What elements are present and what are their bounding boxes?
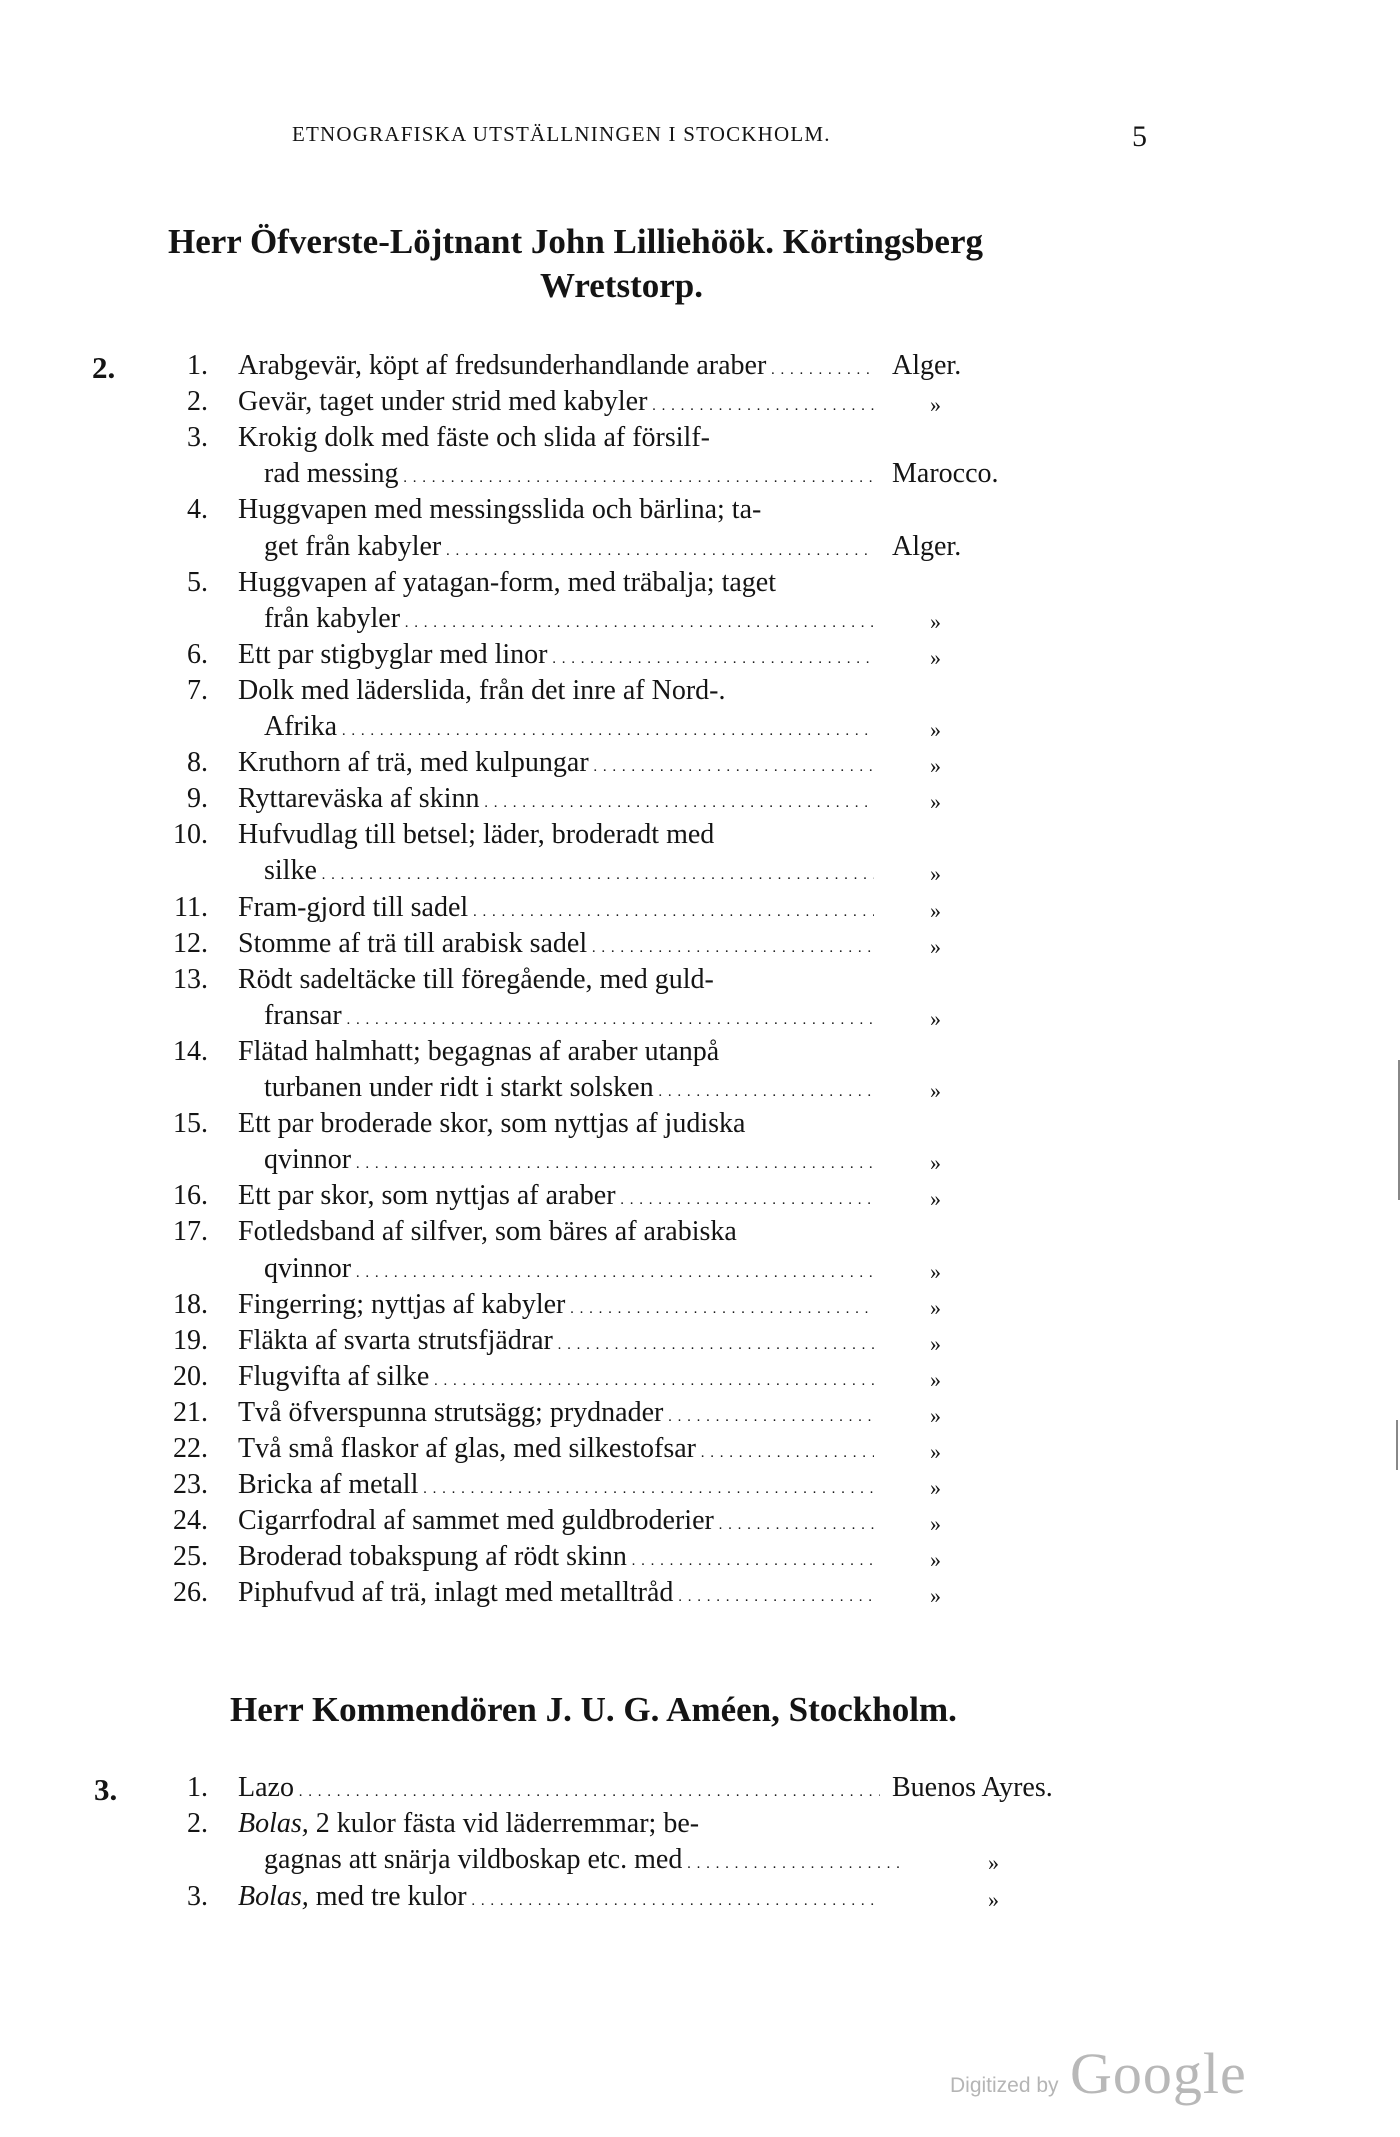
item-text: gagnas att snärja vildboskap etc. med . . . xyxy=(264,1844,906,1876)
item-text: Flugvifta af silke . . . xyxy=(238,1361,874,1393)
item-number: 2. xyxy=(187,1808,208,1840)
item-number: 2. xyxy=(187,386,208,418)
donor-heading: Herr Kommendören J. U. G. Améen, Stockholm. xyxy=(230,1690,957,1729)
item-number: 18. xyxy=(173,1288,208,1320)
item-text: Ett par broderade skor, som nyttjas af judiska xyxy=(238,1108,746,1140)
list-item xyxy=(0,1469,1400,1505)
item-text xyxy=(238,1808,699,1840)
item-number: 21. xyxy=(173,1396,208,1428)
item-number: 26. xyxy=(173,1577,208,1609)
list-item xyxy=(0,928,1400,964)
ditto-mark: » xyxy=(930,717,941,742)
watermark-logo: Google xyxy=(1070,2041,1247,2106)
item-text-italic: Bolas, xyxy=(238,1808,309,1840)
list-item xyxy=(0,603,1400,639)
item-number: 11. xyxy=(174,891,208,923)
list-item xyxy=(0,1000,1400,1036)
item-number: 6. xyxy=(187,638,208,670)
ditto-mark: » xyxy=(930,1258,941,1284)
item-text: rad messing . . . xyxy=(264,458,874,490)
ditto-mark: » xyxy=(930,608,941,634)
ditto-mark: » xyxy=(930,933,941,959)
watermark-small: Digitized by xyxy=(950,2074,1059,2097)
ditto-mark: » xyxy=(930,1475,941,1501)
item-number: 1. xyxy=(187,350,208,381)
item-number: 4. xyxy=(187,494,208,526)
ditto-mark: » xyxy=(930,1583,941,1609)
ditto-mark: » xyxy=(930,1186,941,1212)
item-text: Dolk med läderslida, från det inre af Nord-. xyxy=(238,674,726,706)
list-item xyxy=(0,567,1400,603)
item-text-italic: Bolas, xyxy=(238,1880,309,1912)
item-number: 25. xyxy=(173,1541,208,1573)
list-item xyxy=(0,350,1400,386)
item-text: Arabgevär, köpt af fredsunderhandlande araber . . . xyxy=(238,350,874,382)
donor-heading: Herr Öfverste-Löjtnant John Lilliehöök. Körtingsberg xyxy=(168,222,983,261)
item-place: Alger. xyxy=(892,530,962,562)
list-item xyxy=(0,494,1400,530)
item-number: 8. xyxy=(187,747,208,779)
item-text: Stomme af trä till arabisk sadel . . . xyxy=(238,928,874,960)
ditto-mark: » xyxy=(930,861,941,887)
ditto-mark: » xyxy=(930,1005,941,1031)
ditto-mark: » xyxy=(930,392,941,418)
item-text: fransar . . . xyxy=(264,1000,874,1032)
item-text: silke . . . xyxy=(264,855,874,887)
item-text: Flätad halmhatt; begagnas af araber utanpå xyxy=(238,1035,720,1067)
item-text: Ryttareväska af skinn . . . xyxy=(238,783,874,815)
list-item xyxy=(0,964,1400,1000)
list-item xyxy=(0,422,1400,458)
list-item xyxy=(0,1325,1400,1361)
list-item xyxy=(0,1108,1400,1144)
item-place: Marocco. xyxy=(892,458,999,490)
item-text: Gevär, taget under strid med kabyler . . . xyxy=(238,386,874,418)
item-text: Ett par stigbyglar med linor . . . xyxy=(238,639,874,671)
list-item xyxy=(0,639,1400,675)
ditto-mark: » xyxy=(988,1886,999,1912)
donor-heading-cont: Wretstorp. xyxy=(540,266,703,305)
ditto-mark: » xyxy=(930,753,941,779)
list-item xyxy=(0,386,1400,422)
ditto-mark: » xyxy=(930,1402,941,1428)
item-text: Piphufvud af trä, inlagt med metalltråd . . . xyxy=(238,1577,874,1609)
list-item xyxy=(0,1505,1400,1541)
list-item xyxy=(0,711,1400,747)
item-text: Lazo . . . xyxy=(238,1772,880,1804)
list-item xyxy=(0,1216,1400,1252)
ditto-mark: » xyxy=(930,789,941,815)
item-number: 24. xyxy=(173,1505,208,1537)
watermark xyxy=(950,2040,1250,2110)
list-item xyxy=(0,1772,1400,1808)
item-text: Fotledsband af silfver, som bäres af arabiska xyxy=(238,1216,737,1248)
item-number: 7. xyxy=(187,674,208,706)
ditto-mark: » xyxy=(930,1439,941,1464)
item-place: Alger. xyxy=(892,350,962,381)
item-number: 12. xyxy=(173,927,208,959)
item-text: Två öfverspunna strutsägg; prydnader . . . xyxy=(238,1397,874,1429)
list-item xyxy=(0,675,1400,711)
item-text-rest: 2 kulor fästa vid läderremmar; be- xyxy=(308,1808,700,1840)
ditto-mark: » xyxy=(930,1330,941,1356)
ditto-mark: » xyxy=(930,897,941,923)
item-text: Cigarrfodral af sammet med guldbroderier . . . xyxy=(238,1505,874,1537)
list-item xyxy=(0,1881,1400,1917)
ditto-mark: » xyxy=(930,644,941,670)
ditto-mark: » xyxy=(930,1078,941,1103)
item-place: Buenos Ayres. xyxy=(892,1772,1053,1803)
list-item xyxy=(0,531,1400,567)
list-item xyxy=(0,1144,1400,1180)
page-number: 5 xyxy=(1132,120,1147,153)
list-item xyxy=(0,1253,1400,1289)
item-number: 5. xyxy=(187,566,208,598)
item-text: Rödt sadeltäcke till föregående, med guld- xyxy=(238,963,714,995)
item-number: 13. xyxy=(173,963,208,995)
item-number: 10. xyxy=(173,819,208,851)
item-text: Hufvudlag till betsel; läder, broderadt med xyxy=(238,819,715,851)
item-text: get från kabyler . . . xyxy=(264,531,874,563)
item-text xyxy=(238,1881,880,1913)
list-item xyxy=(0,783,1400,819)
item-text: Afrika . . . xyxy=(264,711,874,743)
list-item xyxy=(0,1072,1400,1108)
list-item xyxy=(0,1577,1400,1613)
running-title: ETNOGRAFISKA UTSTÄLLNINGEN I STOCKHOLM. xyxy=(292,122,831,146)
item-text: Huggvapen med messingsslida och bärlina; ta- xyxy=(238,494,762,526)
item-text: Ett par skor, som nyttjas af araber . . . xyxy=(238,1180,874,1212)
list-item xyxy=(0,458,1400,494)
item-number: 20. xyxy=(173,1360,208,1392)
item-number: 9. xyxy=(187,783,208,815)
item-text: qvinnor . . . xyxy=(264,1253,874,1285)
item-text: qvinnor . . . xyxy=(264,1144,874,1176)
item-text: Fram-gjord till sadel . . . xyxy=(238,892,874,924)
item-text: från kabyler . . . xyxy=(264,603,874,635)
ditto-mark: » xyxy=(930,1294,941,1320)
item-number: 14. xyxy=(173,1035,208,1067)
ditto-mark: » xyxy=(988,1850,999,1876)
list-item xyxy=(0,855,1400,891)
list-item xyxy=(0,1808,1400,1844)
section-number: 3. xyxy=(94,1772,118,1807)
item-text: Två små flaskor af glas, med silkestofsar . . . xyxy=(238,1433,874,1465)
item-number: 1. xyxy=(187,1772,208,1803)
list-item xyxy=(0,1433,1400,1469)
item-number: 3. xyxy=(187,422,208,454)
item-number: 17. xyxy=(173,1216,208,1248)
ditto-mark: » xyxy=(930,1150,941,1176)
item-number: 19. xyxy=(173,1324,208,1356)
scan-edge-mark xyxy=(1396,1420,1398,1470)
item-text: Fläkta af svarta strutsfjädrar . . . xyxy=(238,1325,874,1357)
item-number: 23. xyxy=(173,1469,208,1501)
list-item xyxy=(0,819,1400,855)
ditto-mark: » xyxy=(930,1511,941,1537)
list-item xyxy=(0,1036,1400,1072)
list-item xyxy=(0,892,1400,928)
item-number: 22. xyxy=(173,1433,208,1464)
running-header xyxy=(0,122,1400,152)
ditto-mark: » xyxy=(930,1366,941,1392)
ditto-mark: » xyxy=(930,1547,941,1573)
item-text: Kruthorn af trä, med kulpungar . . . xyxy=(238,747,874,779)
item-text: Krokig dolk med fäste och slida af försilf- xyxy=(238,422,710,454)
item-number: 3. xyxy=(187,1880,208,1912)
list-item xyxy=(0,1361,1400,1397)
item-number: 15. xyxy=(173,1108,208,1140)
list-item xyxy=(0,1289,1400,1325)
list-item xyxy=(0,1844,1400,1880)
item-text: Huggvapen af yatagan-form, med träbalja; taget xyxy=(238,566,776,598)
item-text-rest: med tre kulor xyxy=(308,1880,467,1912)
item-text: Broderad tobakspung af rödt skinn . . . xyxy=(238,1541,874,1573)
list-item xyxy=(0,1180,1400,1216)
item-text: Fingerring; nyttjas af kabyler . . . xyxy=(238,1289,874,1321)
list-item xyxy=(0,747,1400,783)
list-item xyxy=(0,1397,1400,1433)
section-number: 2. xyxy=(92,350,116,385)
item-text: Bricka af metall . . . xyxy=(238,1469,874,1501)
item-number: 16. xyxy=(173,1180,208,1212)
list-item xyxy=(0,1541,1400,1577)
item-text: turbanen under ridt i starkt solsken . . . xyxy=(264,1072,874,1104)
